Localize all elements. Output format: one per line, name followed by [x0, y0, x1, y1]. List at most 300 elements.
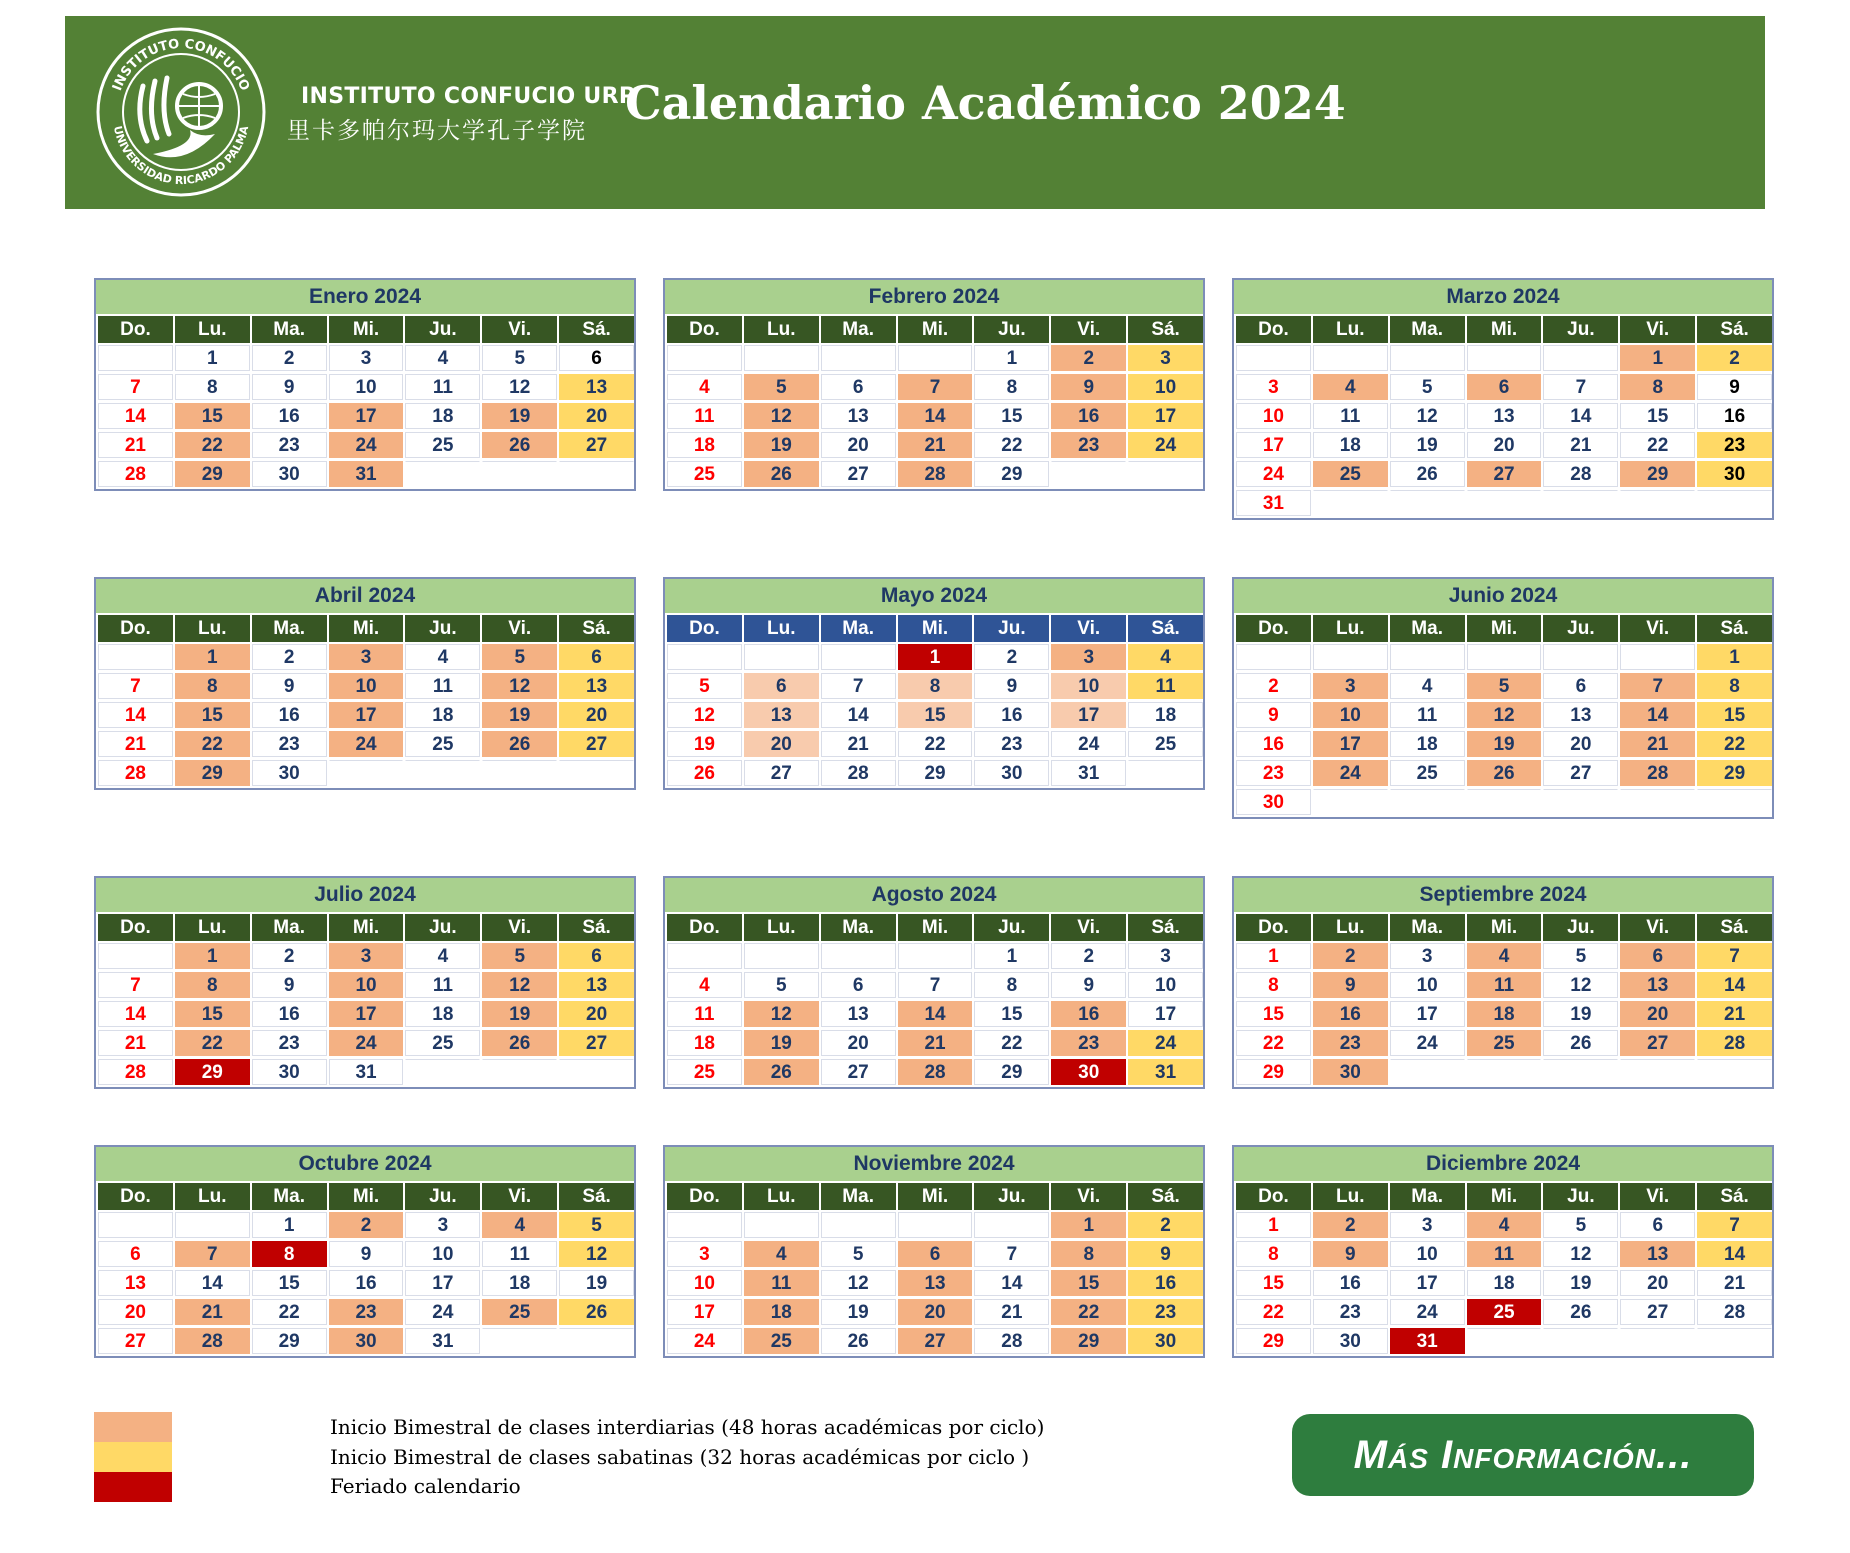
day-cell: 23 — [1128, 1299, 1203, 1325]
weekday-header: Ju. — [974, 1183, 1049, 1210]
weekday-header: Ma. — [1390, 914, 1465, 941]
day-cell: 25 — [1467, 1299, 1542, 1325]
day-cell: 18 — [1128, 702, 1203, 728]
day-cell: 29 — [1620, 461, 1695, 487]
day-cell: 11 — [405, 972, 480, 998]
week-row — [96, 431, 634, 460]
day-cell: 27 — [744, 760, 819, 786]
day-cell: 12 — [1467, 702, 1542, 728]
legend-swatch-feriado — [94, 1472, 172, 1502]
day-cell: 11 — [1128, 673, 1203, 699]
day-cell: 19 — [744, 1030, 819, 1056]
day-cell: 18 — [405, 1001, 480, 1027]
day-cell: 13 — [1620, 972, 1695, 998]
day-cell: 21 — [1697, 1270, 1772, 1296]
empty-day-cell — [98, 1212, 173, 1238]
day-cell: 3 — [1390, 943, 1465, 969]
day-cell: 4 — [667, 374, 742, 400]
weekday-header: Sá. — [559, 615, 634, 642]
day-cell: 11 — [1467, 972, 1542, 998]
day-cell: 15 — [252, 1270, 327, 1296]
day-cell: 9 — [252, 374, 327, 400]
day-cell: 8 — [1697, 673, 1772, 699]
month-title: Abril 2024 — [96, 577, 634, 614]
day-cell: 19 — [482, 702, 557, 728]
weekday-header: Ju. — [1543, 914, 1618, 941]
weekday-header: Do. — [667, 316, 742, 343]
day-cell: 4 — [482, 1212, 557, 1238]
day-cell: 16 — [1313, 1001, 1388, 1027]
day-cell: 22 — [1236, 1299, 1311, 1325]
day-cell: 3 — [1313, 673, 1388, 699]
empty-day-cell — [559, 760, 634, 786]
weekday-header: Lu. — [1313, 615, 1388, 642]
day-cell: 6 — [559, 345, 634, 371]
day-cell: 16 — [1236, 731, 1311, 757]
day-cell: 28 — [821, 760, 896, 786]
day-cell: 18 — [667, 1030, 742, 1056]
empty-day-cell — [898, 1212, 973, 1238]
day-cell: 27 — [559, 731, 634, 757]
weekday-header: Sá. — [1128, 316, 1203, 343]
day-cell: 31 — [1390, 1328, 1465, 1354]
month-title: Agosto 2024 — [665, 876, 1203, 913]
week-row — [1234, 489, 1772, 518]
day-cell: 31 — [1051, 760, 1126, 786]
day-cell: 13 — [559, 972, 634, 998]
day-cell: 1 — [1236, 1212, 1311, 1238]
header-banner — [65, 16, 1765, 209]
week-row — [1234, 344, 1772, 373]
weekday-header: Lu. — [744, 1183, 819, 1210]
weekday-header: Do. — [1236, 914, 1311, 941]
day-cell: 9 — [252, 972, 327, 998]
day-cell: 14 — [175, 1270, 250, 1296]
empty-day-cell — [1697, 789, 1772, 815]
day-cell: 27 — [1620, 1030, 1695, 1056]
week-row — [96, 1211, 634, 1240]
day-cell: 23 — [1697, 432, 1772, 458]
weekday-header: Ma. — [252, 316, 327, 343]
empty-day-cell — [667, 943, 742, 969]
empty-day-cell — [1313, 644, 1388, 670]
day-cell: 4 — [1467, 1212, 1542, 1238]
week-row — [1234, 431, 1772, 460]
day-cell: 23 — [1313, 1299, 1388, 1325]
day-cell: 7 — [98, 673, 173, 699]
day-cell: 3 — [1051, 644, 1126, 670]
day-cell: 2 — [252, 943, 327, 969]
day-cell: 18 — [1313, 432, 1388, 458]
day-cell: 21 — [98, 432, 173, 458]
day-cell: 30 — [329, 1328, 404, 1354]
day-cell: 7 — [1697, 1212, 1772, 1238]
day-cell: 29 — [974, 461, 1049, 487]
day-cell: 5 — [1543, 1212, 1618, 1238]
day-cell: 20 — [559, 403, 634, 429]
day-cell: 5 — [667, 673, 742, 699]
day-cell: 8 — [898, 673, 973, 699]
day-cell: 19 — [744, 432, 819, 458]
empty-day-cell — [329, 760, 404, 786]
day-cell: 30 — [1313, 1059, 1388, 1085]
day-cell: 26 — [1390, 461, 1465, 487]
day-cell: 30 — [252, 1059, 327, 1085]
day-cell: 12 — [482, 673, 557, 699]
day-cell: 22 — [974, 1030, 1049, 1056]
day-cell: 8 — [974, 374, 1049, 400]
weekday-header: Sá. — [1697, 1183, 1772, 1210]
day-cell: 6 — [821, 972, 896, 998]
month-title: Marzo 2024 — [1234, 278, 1772, 315]
weekday-header: Lu. — [175, 914, 250, 941]
empty-day-cell — [1467, 490, 1542, 516]
month-title: Febrero 2024 — [665, 278, 1203, 315]
day-cell: 13 — [1467, 403, 1542, 429]
day-cell: 6 — [1620, 943, 1695, 969]
day-cell: 1 — [175, 345, 250, 371]
weekday-header: Sá. — [559, 316, 634, 343]
day-cell: 29 — [1051, 1328, 1126, 1354]
week-row — [1234, 1269, 1772, 1298]
day-cell: 27 — [821, 1059, 896, 1085]
day-cell: 11 — [667, 1001, 742, 1027]
day-cell: 25 — [1390, 760, 1465, 786]
day-cell: 22 — [1620, 432, 1695, 458]
day-cell: 30 — [252, 760, 327, 786]
day-cell: 22 — [252, 1299, 327, 1325]
day-cell: 29 — [1236, 1059, 1311, 1085]
empty-day-cell — [1543, 1328, 1618, 1354]
day-cell: 20 — [744, 731, 819, 757]
weekday-header-row — [96, 614, 634, 643]
day-cell: 23 — [252, 1030, 327, 1056]
day-cell: 7 — [898, 374, 973, 400]
day-cell: 24 — [1390, 1299, 1465, 1325]
weekday-header: Vi. — [482, 316, 557, 343]
day-cell: 29 — [252, 1328, 327, 1354]
month-calendar — [1232, 876, 1774, 1089]
day-cell: 23 — [1313, 1030, 1388, 1056]
week-row — [665, 1058, 1203, 1087]
month-calendar — [94, 1145, 636, 1358]
empty-day-cell — [482, 760, 557, 786]
week-row — [1234, 373, 1772, 402]
day-cell: 15 — [175, 1001, 250, 1027]
day-cell: 13 — [559, 673, 634, 699]
day-cell: 10 — [329, 972, 404, 998]
day-cell: 25 — [667, 461, 742, 487]
legend-text-feriado: Feriado calendario — [330, 1474, 521, 1498]
day-cell: 10 — [329, 673, 404, 699]
empty-day-cell — [1620, 644, 1695, 670]
weekday-header: Ma. — [1390, 1183, 1465, 1210]
day-cell: 20 — [98, 1299, 173, 1325]
day-cell: 26 — [667, 760, 742, 786]
weekday-header: Mi. — [898, 615, 973, 642]
day-cell: 1 — [175, 943, 250, 969]
day-cell: 9 — [1236, 702, 1311, 728]
empty-day-cell — [482, 461, 557, 487]
weekday-header: Ju. — [405, 615, 480, 642]
day-cell: 25 — [405, 432, 480, 458]
day-cell: 11 — [405, 673, 480, 699]
empty-day-cell — [482, 1328, 557, 1354]
day-cell: 14 — [98, 1001, 173, 1027]
day-cell: 28 — [1543, 461, 1618, 487]
day-cell: 23 — [1236, 760, 1311, 786]
day-cell: 1 — [1051, 1212, 1126, 1238]
weekday-header: Ma. — [821, 316, 896, 343]
day-cell: 2 — [1313, 1212, 1388, 1238]
weekday-header: Vi. — [482, 615, 557, 642]
day-cell: 5 — [1390, 374, 1465, 400]
weekday-header: Do. — [98, 316, 173, 343]
month-title: Enero 2024 — [96, 278, 634, 315]
day-cell: 26 — [482, 1030, 557, 1056]
day-cell: 25 — [405, 731, 480, 757]
day-cell: 6 — [821, 374, 896, 400]
week-row — [96, 730, 634, 759]
day-cell: 12 — [1390, 403, 1465, 429]
legend-swatch-sabatina — [94, 1442, 172, 1472]
day-cell: 4 — [1128, 644, 1203, 670]
day-cell: 27 — [1543, 760, 1618, 786]
day-cell: 28 — [974, 1328, 1049, 1354]
day-cell: 20 — [1543, 731, 1618, 757]
day-cell: 14 — [1697, 972, 1772, 998]
day-cell: 26 — [1543, 1030, 1618, 1056]
day-cell: 29 — [1697, 760, 1772, 786]
empty-day-cell — [1697, 1059, 1772, 1085]
day-cell: 13 — [1620, 1241, 1695, 1267]
day-cell: 18 — [1467, 1001, 1542, 1027]
day-cell: 6 — [559, 644, 634, 670]
day-cell: 13 — [821, 1001, 896, 1027]
day-cell: 27 — [1467, 461, 1542, 487]
day-cell: 23 — [1051, 1030, 1126, 1056]
week-row — [665, 1211, 1203, 1240]
day-cell: 24 — [1128, 432, 1203, 458]
day-cell: 22 — [175, 1030, 250, 1056]
day-cell: 21 — [1620, 731, 1695, 757]
empty-day-cell — [1467, 644, 1542, 670]
empty-day-cell — [1128, 461, 1203, 487]
day-cell: 28 — [1620, 760, 1695, 786]
day-cell: 11 — [744, 1270, 819, 1296]
day-cell: 1 — [974, 345, 1049, 371]
day-cell: 2 — [1313, 943, 1388, 969]
day-cell: 30 — [1128, 1328, 1203, 1354]
day-cell: 3 — [1128, 943, 1203, 969]
weekday-header: Mi. — [1467, 615, 1542, 642]
day-cell: 26 — [1543, 1299, 1618, 1325]
day-cell: 26 — [744, 1059, 819, 1085]
day-cell: 4 — [405, 943, 480, 969]
weekday-header: Mi. — [329, 615, 404, 642]
weekday-header-row — [96, 1182, 634, 1211]
day-cell: 22 — [175, 432, 250, 458]
weekday-header: Sá. — [559, 1183, 634, 1210]
day-cell: 9 — [1051, 374, 1126, 400]
weekday-header: Sá. — [1128, 1183, 1203, 1210]
day-cell: 15 — [898, 702, 973, 728]
month-title: Junio 2024 — [1234, 577, 1772, 614]
day-cell: 16 — [1697, 403, 1772, 429]
weekday-header: Sá. — [1697, 316, 1772, 343]
day-cell: 26 — [821, 1328, 896, 1354]
day-cell: 16 — [1128, 1270, 1203, 1296]
institute-chinese-name: 里卡多帕尔玛大学孔子学院 — [287, 117, 587, 143]
day-cell: 5 — [482, 943, 557, 969]
empty-day-cell — [1236, 345, 1311, 371]
day-cell: 31 — [405, 1328, 480, 1354]
empty-day-cell — [821, 644, 896, 670]
week-row — [1234, 1058, 1772, 1087]
day-cell: 30 — [1697, 461, 1772, 487]
day-cell: 3 — [329, 345, 404, 371]
week-row — [665, 971, 1203, 1000]
day-cell: 28 — [98, 760, 173, 786]
day-cell: 7 — [98, 374, 173, 400]
weekday-header: Ma. — [821, 1183, 896, 1210]
day-cell: 24 — [405, 1299, 480, 1325]
day-cell: 19 — [482, 403, 557, 429]
day-cell: 21 — [898, 1030, 973, 1056]
day-cell: 17 — [329, 1001, 404, 1027]
empty-day-cell — [405, 1059, 480, 1085]
empty-day-cell — [821, 1212, 896, 1238]
day-cell: 12 — [667, 702, 742, 728]
day-cell: 9 — [252, 673, 327, 699]
weekday-header: Mi. — [898, 914, 973, 941]
day-cell: 9 — [974, 673, 1049, 699]
day-cell: 28 — [898, 461, 973, 487]
weekday-header: Mi. — [1467, 914, 1542, 941]
day-cell: 25 — [744, 1328, 819, 1354]
week-row — [665, 1269, 1203, 1298]
day-cell: 15 — [1620, 403, 1695, 429]
day-cell: 5 — [1543, 943, 1618, 969]
empty-day-cell — [744, 644, 819, 670]
day-cell: 6 — [1543, 673, 1618, 699]
day-cell: 28 — [98, 461, 173, 487]
day-cell: 26 — [744, 461, 819, 487]
weekday-header-row — [1234, 315, 1772, 344]
day-cell: 12 — [1543, 972, 1618, 998]
week-row — [96, 344, 634, 373]
day-cell: 3 — [667, 1241, 742, 1267]
week-row — [1234, 1029, 1772, 1058]
day-cell: 7 — [821, 673, 896, 699]
day-cell: 7 — [175, 1241, 250, 1267]
day-cell: 21 — [98, 1030, 173, 1056]
day-cell: 17 — [405, 1270, 480, 1296]
day-cell: 5 — [482, 644, 557, 670]
day-cell: 13 — [744, 702, 819, 728]
month-title: Mayo 2024 — [665, 577, 1203, 614]
day-cell: 9 — [1128, 1241, 1203, 1267]
empty-day-cell — [667, 1212, 742, 1238]
day-cell: 14 — [98, 403, 173, 429]
day-cell: 22 — [175, 731, 250, 757]
week-row — [96, 460, 634, 489]
page-title: Calendario Académico 2024 — [625, 76, 1346, 130]
day-cell: 2 — [1051, 345, 1126, 371]
day-cell: 9 — [1697, 374, 1772, 400]
day-cell: 8 — [1236, 1241, 1311, 1267]
day-cell: 6 — [898, 1241, 973, 1267]
day-cell: 20 — [898, 1299, 973, 1325]
weekday-header: Sá. — [559, 914, 634, 941]
day-cell: 14 — [1697, 1241, 1772, 1267]
week-row — [665, 344, 1203, 373]
empty-day-cell — [98, 644, 173, 670]
month-title: Septiembre 2024 — [1234, 876, 1772, 913]
day-cell: 14 — [1543, 403, 1618, 429]
day-cell: 4 — [405, 644, 480, 670]
day-cell: 22 — [1236, 1030, 1311, 1056]
weekday-header: Ma. — [252, 615, 327, 642]
day-cell: 5 — [821, 1241, 896, 1267]
svg-text:INSTITUTO CONFUCIO: INSTITUTO CONFUCIO — [110, 36, 252, 94]
day-cell: 27 — [559, 432, 634, 458]
day-cell: 22 — [898, 731, 973, 757]
day-cell: 5 — [559, 1212, 634, 1238]
day-cell: 3 — [1128, 345, 1203, 371]
legend-swatch-interdiaria — [94, 1412, 172, 1442]
svg-text:UNIVERSIDAD RICARDO PALMA: UNIVERSIDAD RICARDO PALMA — [110, 124, 252, 188]
empty-day-cell — [744, 943, 819, 969]
day-cell: 9 — [329, 1241, 404, 1267]
weekday-header: Ju. — [974, 615, 1049, 642]
weekday-header: Do. — [667, 615, 742, 642]
day-cell: 29 — [898, 760, 973, 786]
week-row — [1234, 701, 1772, 730]
day-cell: 4 — [1313, 374, 1388, 400]
day-cell: 23 — [252, 432, 327, 458]
month-calendar — [1232, 577, 1774, 819]
day-cell: 18 — [482, 1270, 557, 1296]
day-cell: 27 — [1620, 1299, 1695, 1325]
day-cell: 14 — [974, 1270, 1049, 1296]
day-cell: 21 — [1697, 1001, 1772, 1027]
empty-day-cell — [821, 345, 896, 371]
day-cell: 3 — [1390, 1212, 1465, 1238]
day-cell: 19 — [1467, 731, 1542, 757]
day-cell: 16 — [1051, 403, 1126, 429]
day-cell: 4 — [744, 1241, 819, 1267]
day-cell: 1 — [1236, 943, 1311, 969]
day-cell: 20 — [559, 1001, 634, 1027]
day-cell: 10 — [329, 374, 404, 400]
day-cell: 28 — [1697, 1299, 1772, 1325]
day-cell: 12 — [1543, 1241, 1618, 1267]
empty-day-cell — [1390, 789, 1465, 815]
empty-day-cell — [1313, 345, 1388, 371]
day-cell: 10 — [1390, 1241, 1465, 1267]
day-cell: 10 — [667, 1270, 742, 1296]
day-cell: 17 — [1051, 702, 1126, 728]
week-row — [665, 643, 1203, 672]
weekday-header: Ju. — [405, 316, 480, 343]
day-cell: 16 — [252, 403, 327, 429]
day-cell: 19 — [1543, 1001, 1618, 1027]
week-row — [96, 942, 634, 971]
week-row — [665, 402, 1203, 431]
weekday-header: Vi. — [482, 1183, 557, 1210]
more-info-button[interactable]: Más Información... — [1292, 1414, 1754, 1496]
